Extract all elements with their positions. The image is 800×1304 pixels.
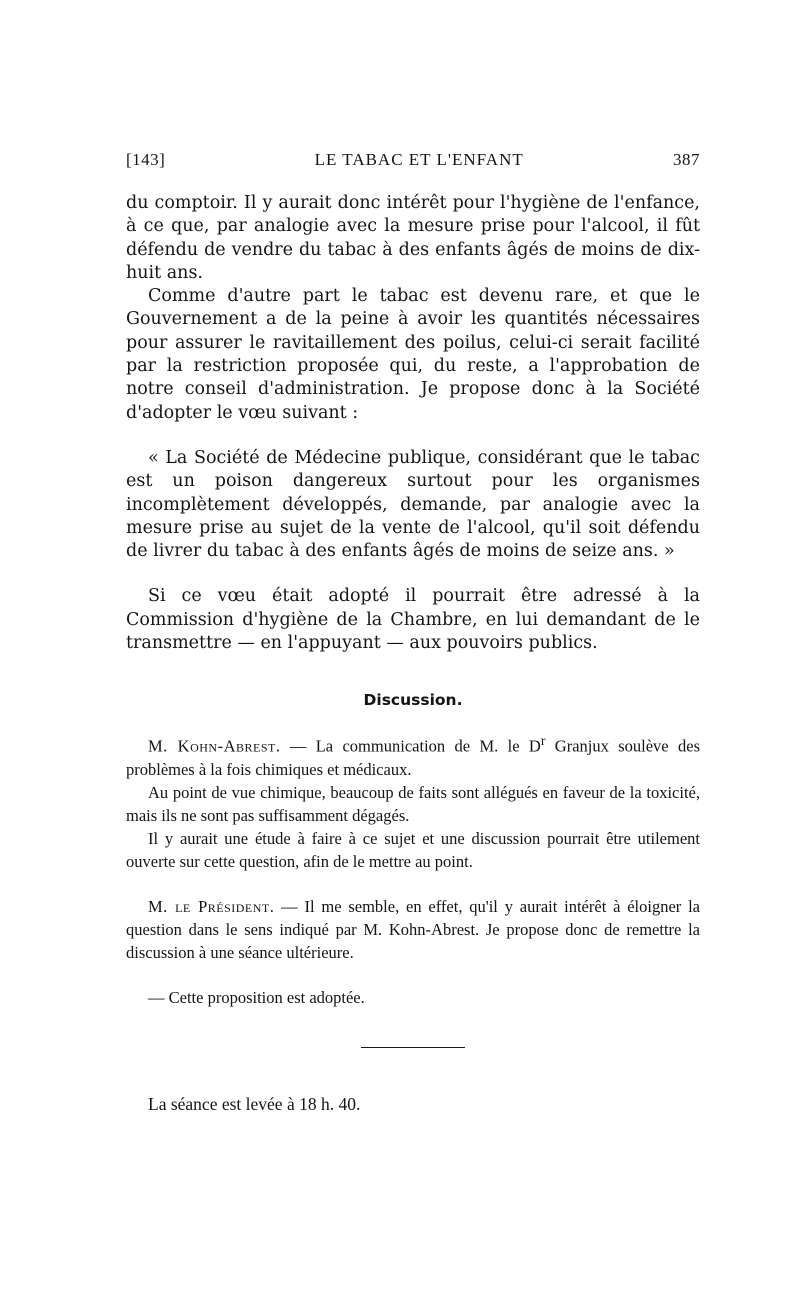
paragraph-3: Si ce vœu était adopté il pourrait être adressé à la Commission d'hygiène de la Chambre, en lui demandant de le transmettre — en l'appuyant — aux pouvoirs publics.	[126, 586, 700, 654]
book-page	[126, 150, 700, 1115]
discussion-heading: Discussion.	[363, 691, 463, 710]
discussion-para-2: Au point de vue chimique, beaucoup de faits sont allégués en faveur de la toxicité, mais ils ne sont pas suffisamment dégagés.	[126, 782, 700, 825]
speaker-president: M. le Président.	[148, 896, 275, 916]
page-ref: [143]	[126, 150, 166, 169]
speaker-kohn-abrest: M. Kohn-Abrest.	[148, 736, 281, 756]
closing-line: La séance est levée à 18 h. 40.	[148, 1093, 361, 1114]
speaker1-text-b: Granjux soulève des problèmes à la fois chimiques et médicaux.	[126, 736, 700, 779]
running-title: LE TABAC ET L'ENFANT	[314, 150, 524, 169]
speaker1-text-a: — La communication de M. le D	[280, 736, 541, 756]
page-number: 387	[673, 150, 700, 169]
discussion-para-3: Il y aurait une étude à faire à ce sujet et une discussion pourrait être utilement ouverte sur cette question, afin de le mettre au point.	[126, 828, 700, 871]
section-rule	[361, 1047, 465, 1048]
paragraph-1: du comptoir. Il y aurait donc intérêt pour l'hygiène de l'enfance, à ce que, par analogie avec la mesure prise pour l'alcool, il fût défendu de vendre du tabac à des enfants âgés de moins de dix-huit ans.	[126, 193, 700, 283]
discussion-president	[126, 895, 700, 964]
speaker1-sup: r	[540, 733, 546, 749]
discussion-kohn-abrest	[126, 729, 700, 781]
adoption-note: — Cette proposition est adoptée.	[148, 987, 365, 1007]
speaker2-text: — Il me semble, en effet, qu'il y aurait intérêt à éloigner la question dans le sens indiqué par M. Kohn-Abrest. Je propose donc de remettre la discussion à une séance ultérieure.	[126, 896, 700, 962]
resolution-quote: « La Société de Médecine publique, considérant que le tabac est un poison dangereux surtout pour les organismes incomplètement développés, demande, par analogie avec la mesure prise au sujet de la vente de l'alcool, qu'il soit défendu de livrer du tabac à des enfants âgés de moins de seize ans. »	[126, 447, 700, 562]
running-head	[126, 150, 700, 192]
paragraph-2: Comme d'autre part le tabac est devenu rare, et que le Gouvernement a de la peine à avoir les quantités nécessaires pour assurer le ravitaillement des poilus, celui-ci serait facilité par la restriction proposée qui, du reste, a l'approbation de notre conseil d'administration. Je propose donc à la Société d'adopter le vœu suivant :	[126, 286, 700, 423]
